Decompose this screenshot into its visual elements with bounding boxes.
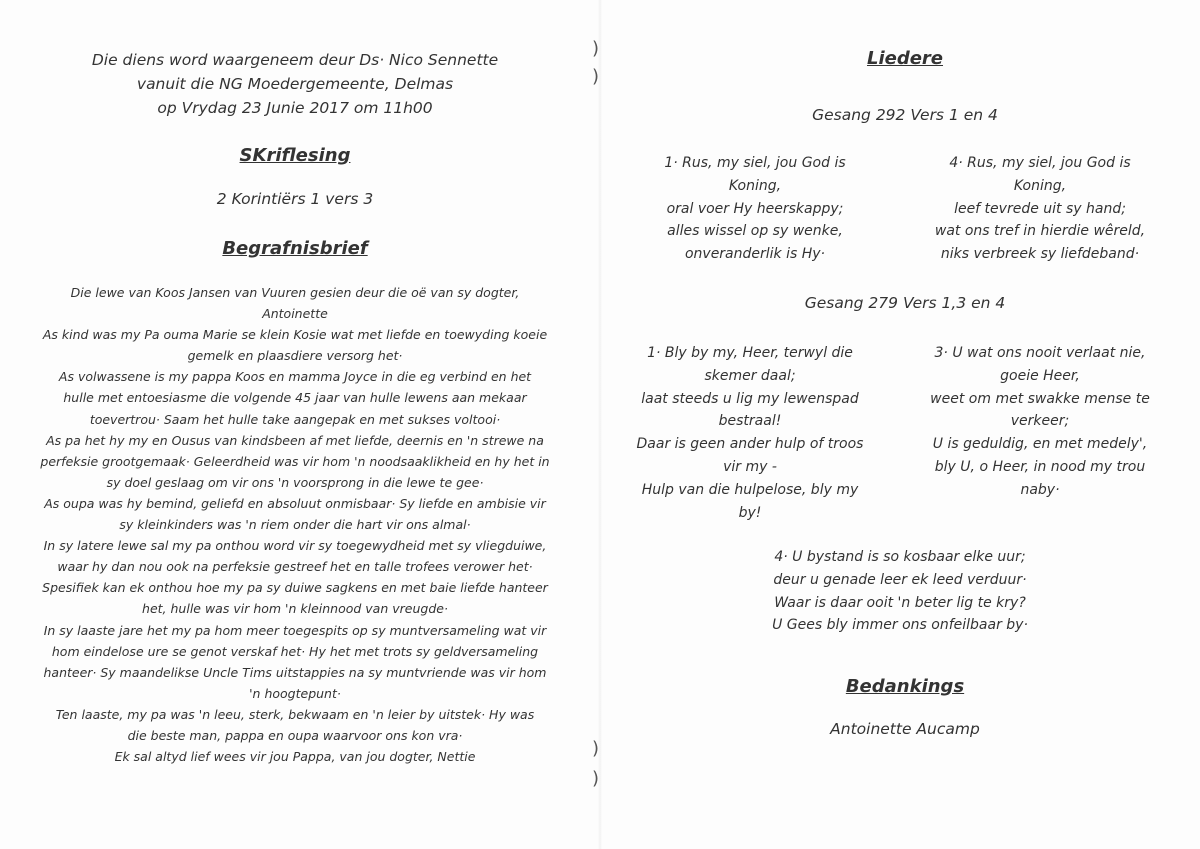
verse-line: naby· (1020, 481, 1060, 498)
letter-line: In sy latere lewe sal my pa onthou word vir sy toegewydheid met sy vliegduiwe, (43, 538, 547, 554)
verse-line: 4· U bystand is so kosbaar elke uur; (774, 549, 1026, 565)
verse-line: oral voer Hy heerskappy; (666, 200, 844, 217)
letter-line: hanteer· Sy maandelikse Uncle Tims uitstappies na sy muntvriende was vir hom (43, 664, 547, 680)
verse-line: leef tevrede uit sy hand; (954, 200, 1126, 217)
letter-line: sy kleinkinders was 'n riem onder die hart vir ons almal· (119, 517, 471, 533)
letter-line: die beste man, pappa en oupa waarvoor ons kon vra· (127, 727, 463, 743)
verse-line: 1· Rus, my siel, jou God is (664, 155, 846, 171)
verse-line: 1· Bly by my, Heer, terwyl die (647, 345, 853, 361)
verse-line: 3· U wat ons nooit verlaat nie, (934, 345, 1146, 361)
verse-line: Koning, (1013, 177, 1067, 194)
intro-line: vanuit die NG Moedergemeente, Delmas (136, 75, 454, 93)
verse-line: weet om met swakke mense te (930, 390, 1150, 407)
letter-line: hulle met entoesiasme die volgende 45 jaar van hulle lewens aan mekaar (63, 390, 527, 406)
gesang-279-verse-3 (900, 342, 1180, 502)
verse-line: Waar is daar ooit 'n beter lig te kry? (774, 594, 1026, 611)
gesang-292-title: Gesang 292 Vers 1 en 4 (812, 106, 998, 124)
begrafnisbrief-heading: Begrafnisbrief (222, 238, 368, 259)
letter-line: sy doel geslaag om vir ons 'n voorsprong in die lewe te gee· (106, 474, 484, 490)
verse-line: verkeer; (1010, 413, 1070, 430)
staple-mark: ) (592, 768, 600, 789)
letter-line: perfeksie grootgemaak· Geleerdheid was vir hom 'n noodsaaklikheid en hy het in (40, 453, 550, 469)
verse-line: Hulp van die hulpelose, bly my (641, 481, 859, 498)
skriflesing-text: 2 Korintiërs 1 vers 3 (216, 190, 374, 208)
gesang-279-title: Gesang 279 Vers 1,3 en 4 (804, 294, 1006, 312)
verse-line: vir my - (723, 458, 777, 475)
verse-line: deur u genade leer ek leed verduur· (773, 571, 1027, 588)
letter-line: As volwassene is my pappa Koos en mamma Joyce in die eg verbind en het (58, 369, 532, 385)
left-page (0, 0, 590, 849)
letter-line: As pa het hy my en Ousus van kindsbeen af met liefde, deernis en 'n strewe na (46, 432, 544, 448)
letter-line: In sy laaste jare het my pa hom meer toegespits op sy muntversameling wat vir (43, 622, 547, 638)
liedere-heading: Liedere (866, 48, 944, 69)
staple-mark: ) (592, 738, 600, 759)
verse-line: Koning, (728, 177, 782, 194)
letter-line: 'n hoogtepunt· (249, 685, 341, 701)
staple-mark: ) (592, 38, 600, 59)
verse-line: 4· Rus, my siel, jou God is (949, 155, 1131, 171)
letter-line: het, hulle was vir hom 'n kleinnood van vreugde· (142, 601, 448, 617)
gesang-279-verse-4 (670, 546, 1130, 637)
intro-line: Die diens word waargeneem deur Ds· Nico Sennette (91, 51, 499, 69)
gesang-292-verse-4 (900, 152, 1180, 266)
gesang-279-verse-1 (620, 342, 880, 524)
verse-line: bly U, o Heer, in nood my trou (934, 458, 1146, 475)
page-fold (598, 0, 602, 849)
skriflesing-heading: SKriflesing (239, 145, 351, 166)
letter-line: As kind was my Pa ouma Marie se klein Kosie wat met liefde en toewyding koeie (42, 327, 548, 343)
letter-line: Ek sal altyd lief wees vir jou Pappa, van jou dogter, Nettie (114, 749, 476, 765)
verse-line: niks verbreek sy liefdeband· (940, 246, 1140, 263)
staple-mark: ) (592, 66, 600, 87)
letter-line: Die lewe van Koos Jansen van Vuuren gesien deur die oë van sy dogter, (70, 285, 520, 300)
letter-line: waar hy dan nou ook na perfeksie gestreef het en talle trofees verower het· (57, 559, 533, 575)
letter-line: Antoinette (262, 306, 328, 322)
verse-line: U is geduldig, en met medely', (932, 436, 1148, 453)
letter-line: As oupa was hy bemind, geliefd en absoluut onmisbaar· Sy liefde en ambisie vir (44, 495, 546, 511)
funeral-letter (40, 282, 550, 767)
verse-line: by! (738, 504, 762, 521)
gesang-292-verse-1 (630, 152, 880, 266)
verse-line: alles wissel op sy wenke, (667, 223, 843, 240)
verse-line: Daar is geen ander hulp of troos (636, 436, 864, 453)
letter-line: Spesifiek kan ek onthou hoe my pa sy duiwe sagkens en met baie liefde hanteer (42, 580, 548, 596)
verse-line: laat steeds u lig my lewenspad (641, 390, 859, 407)
verse-line: wat ons tref in hierdie wêreld, (934, 223, 1146, 240)
right-page (610, 0, 1200, 849)
bedankings-heading: Bedankings (845, 676, 965, 697)
letter-line: hom eindelose ure se genot verskaf het· Hy het met trots sy geldversameling (51, 643, 539, 659)
verse-line: goeie Heer, (1000, 367, 1080, 384)
letter-line: gemelk en plaasdiere versorg het· (187, 348, 403, 364)
service-intro (0, 48, 590, 120)
letter-line: toevertrou· Saam het hulle take aangepak en met sukses voltooi· (89, 411, 501, 427)
bedankings-name: Antoinette Aucamp (830, 720, 980, 738)
verse-line: onveranderlik is Hy· (684, 246, 826, 263)
letter-line: Ten laaste, my pa was 'n leeu, sterk, bekwaam en 'n leier by uitstek· Hy was (55, 706, 535, 722)
intro-line: op Vrydag 23 Junie 2017 om 11h00 (157, 99, 433, 117)
verse-line: skemer daal; (704, 367, 796, 384)
verse-line: U Gees bly immer ons onfeilbaar by· (772, 617, 1028, 634)
verse-line: bestraal! (718, 413, 782, 430)
